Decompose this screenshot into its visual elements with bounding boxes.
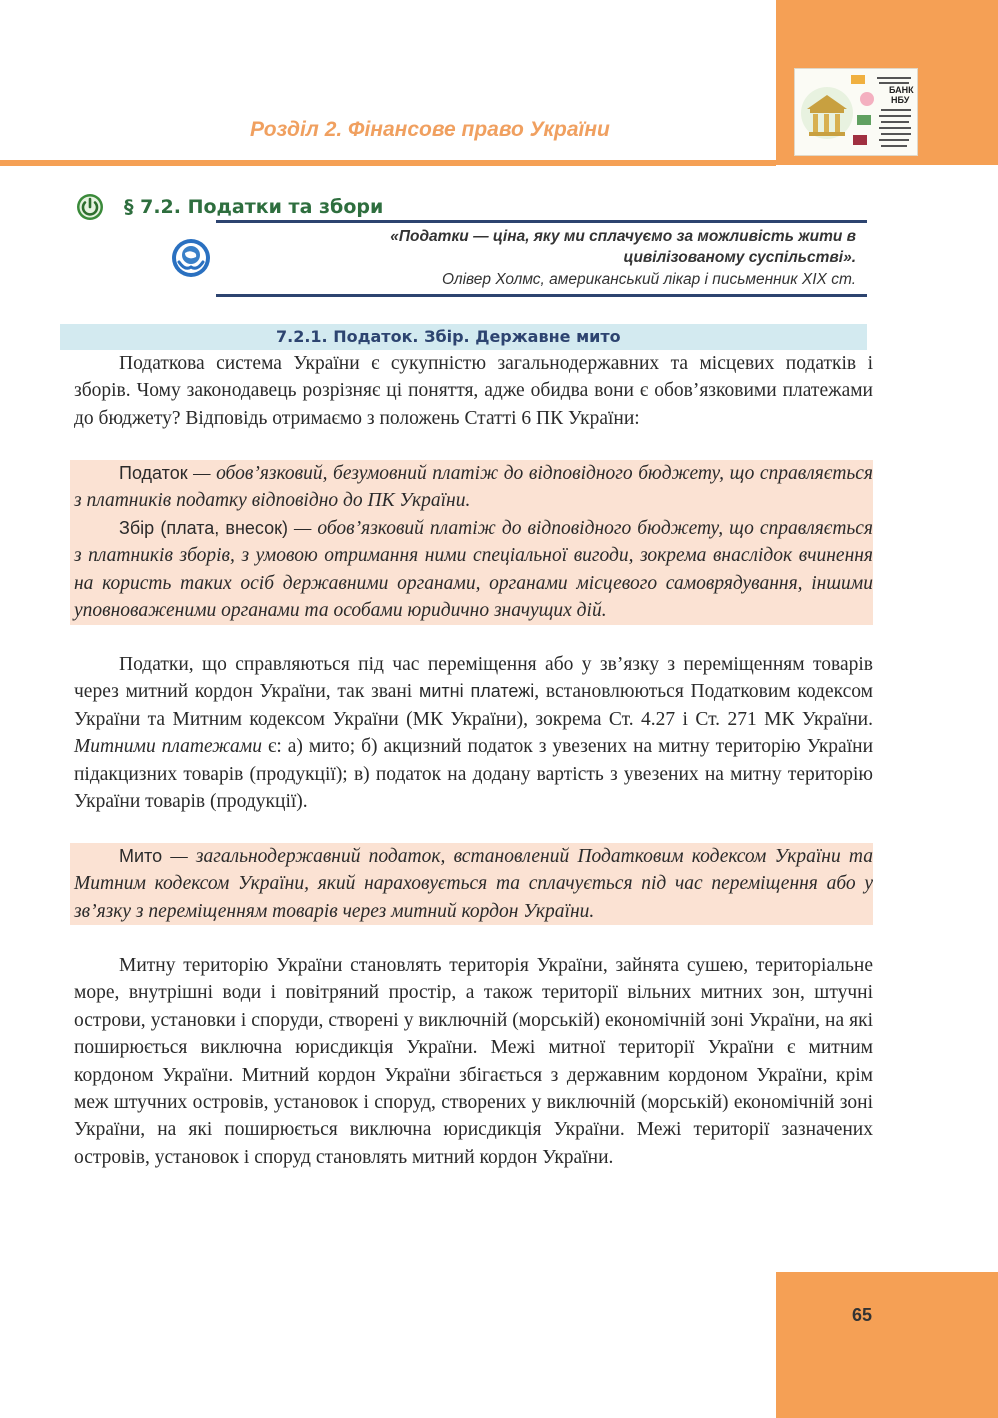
paragraph-tax-system [74, 350, 873, 432]
subsection-title: 7.2.1. Податок. Збір. Державне мито [276, 327, 621, 346]
power-icon [76, 193, 104, 221]
paragraph-customs-territory-text: Митну територію України становлять територія України, зайнята сушею, територіальне море, внутрішні води і повітряний простір, а також території вільних митних зон, штучні острови, установки і споруди, створені у виключній (морській) економічній зоні України, на які поширюється виключна юрисдикція України. Межі митної території України є митним кордоном України. Митний кордон України збігається з державним кордоном України, крім меж штучних островів, установок і споруд, створених у виключній (морській) економічній зоні України, на які поширюється виключна юрисдикція України. Межі території зазначених островів, установок і споруд становлять митний кордон України. [74, 955, 873, 1168]
term-customs-payments: митні платежі [418, 681, 535, 702]
logo-nbu-label: НБУ [891, 95, 910, 105]
epigraph-line-2: цивілізованому суспільстві». [623, 249, 856, 266]
finance-logo-image [794, 68, 918, 156]
section-title: § 7.2. Податки та збори [124, 196, 384, 218]
definition-duty-text: — загальнодержавний податок, встановлений Податковим кодексом України та Митним кодексом України, який нараховується та сплачується під час переміщення або у зв’язку з переміщенням товарів через митний кордон України. [74, 846, 873, 922]
definition-duty [70, 843, 873, 925]
quote-bottom-rule [216, 294, 867, 297]
logo-bank-label: БАНК [889, 85, 914, 95]
header-orange-rule [0, 160, 776, 166]
definition-tax-text: — обов’язковий, безумовний платіж до відповідного бюджету, що справляється з платників податку відповідно до ПК України. [74, 463, 873, 512]
customs-payments-text-a: Податки, що справляються під час переміщення або у зв’язку з переміщенням товарів через митний кордон України, так звані [74, 654, 873, 703]
definition-levy-text: — обов’язковий платіж до відповідного бюджету, що справляється з платників зборів, з умовою отримання ними спеціальної вигоди, зокрема внаслідок вчинення на користь таких осіб державними органами, органами місцевого самоврядування, іншими уповноваженими органами та особами юридично значущих дій. [74, 518, 873, 622]
chapter-title: Розділ 2. Фінансове право України [250, 118, 610, 141]
finance-logo-graphic [795, 69, 917, 155]
definition-levy [70, 515, 873, 625]
epigraph-author: Олівер Холмс, американський лікар і письменник XIX ст. [441, 271, 856, 288]
epigraph-quote [216, 226, 856, 268]
quote-top-rule [216, 220, 867, 223]
term-tax: Податок [119, 463, 188, 483]
globe-hands-icon [171, 238, 211, 278]
page-number: 65 [852, 1305, 873, 1325]
customs-payments-text-c: є: а) мито; б) акцизний податок з увезених на митну територію України підакцизних товарів (продукції); в) податок на додану вартість з увезених на митну територію України товарів (продукції). [74, 736, 874, 813]
paragraph-customs-payments [74, 651, 873, 815]
paragraph-tax-system-text: Податкова система України є сукупністю загальнодержавних та місцевих податків і зборів. Чому законодавець розрізняє ці поняття, адже обидва вони є обов’язковими платежами до бюджету? Відповідь отримаємо з положень Статті 6 ПК України: [74, 353, 873, 429]
definition-tax [70, 460, 873, 515]
paragraph-customs-territory [74, 952, 873, 1171]
term-duty: Мито [119, 846, 163, 866]
customs-payments-italic: Митними платежами [74, 736, 263, 758]
page-number-box [776, 1272, 998, 1418]
term-levy: Збір (плата, внесок) [119, 518, 288, 538]
epigraph-line-1: «Податки — ціна, яку ми сплачуємо за можливість жити в [390, 228, 856, 245]
customs-payments-text-b: , встановлюються Податковим кодексом України та Митним кодексом України (МК України), зокрема Ст. 4.27 і Ст. 271 МК України. [74, 681, 873, 730]
